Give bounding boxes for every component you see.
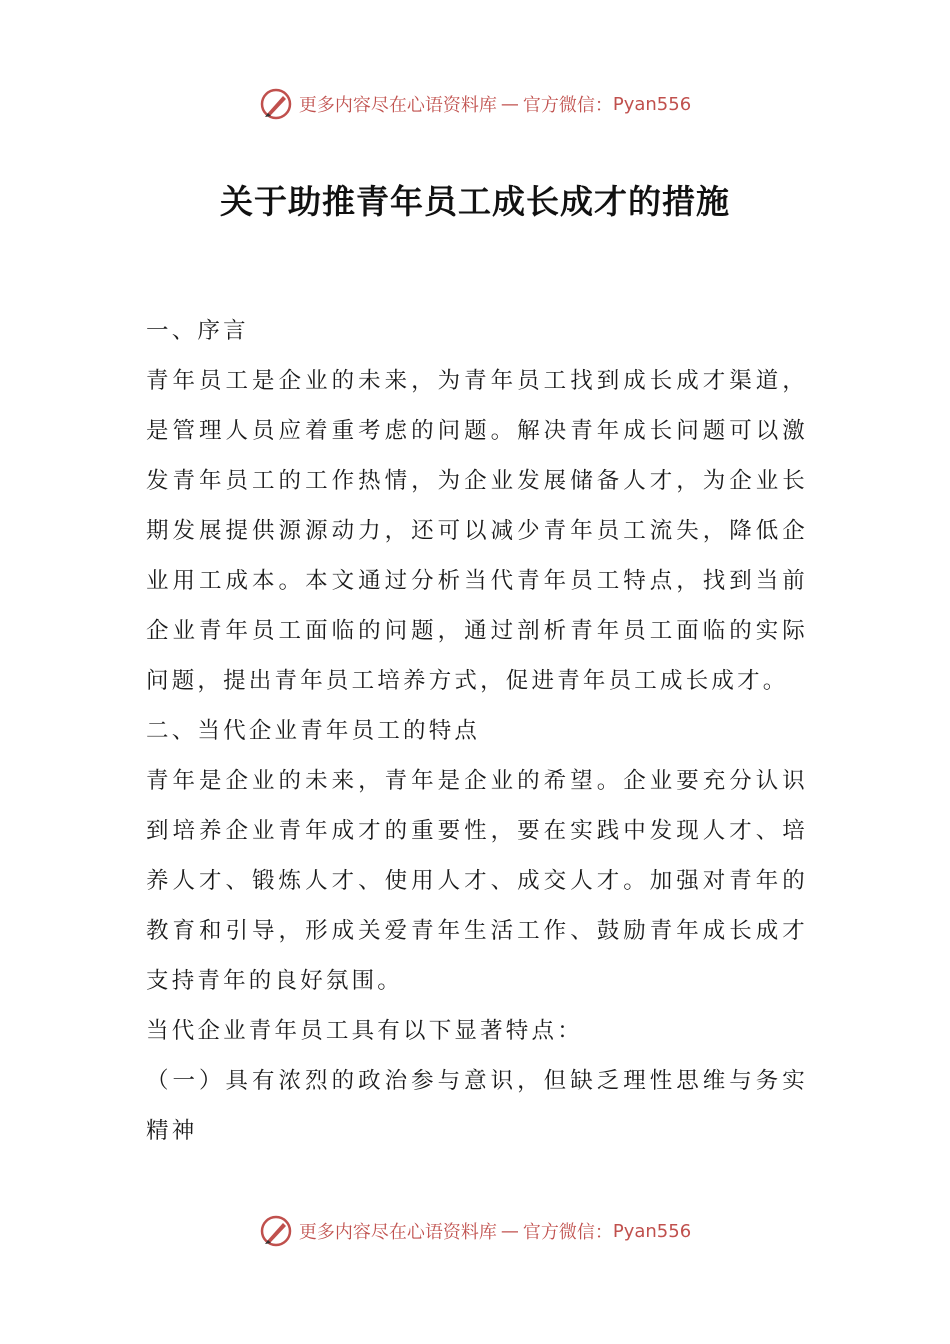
paragraph-features-intro: 当代企业青年员工具有以下显著特点： [146,1018,583,1044]
document-title: 关于助推青年员工成长成才的措施 [220,182,730,221]
section-heading-characteristics: 二、当代企业青年员工的特点 [146,718,481,744]
banner-dash: — [500,93,519,115]
document-body [146,306,808,1156]
banner-handle: Pyan556 [612,1220,692,1242]
paragraph-preface: 青年员工是企业的未来，为青年员工找到成长成才渠道，是管理人员应着重考虑的问题。解决青年成长问题可以激发青年员工的工作热情，为企业发展储备人才，为企业长期发展提供源源动力，还可以减少青年员工流失，降低企业用工成本。本文通过分析当代青年员工特点，找到当前企业青年员工面临的问题，通过剖析青年员工面临的实际问题，提出青年员工培养方式，促进青年员工成长成才。 [146,368,808,694]
pen-logo-icon [259,87,293,121]
paragraph-characteristics: 青年是企业的未来，青年是企业的希望。企业要充分认识到培养企业青年成才的重要性，要在实践中发现人才、培养人才、锻炼人才、使用人才、成交人才。加强对青年的教育和引导，形成关爱青年生活工作、鼓励青年成长成才支持青年的良好氛围。 [146,768,808,994]
banner-label: 官方微信： [522,95,613,116]
pen-logo-icon [259,1214,293,1248]
footer-banner [0,1211,950,1251]
banner-dash: — [500,1220,519,1242]
header-banner [0,84,950,124]
banner-label: 官方微信： [522,1222,613,1243]
section-heading-preface: 一、序言 [146,318,249,344]
subsection-heading-1: （一）具有浓烈的政治参与意识，但缺乏理性思维与务实精神 [146,1068,808,1144]
banner-text: 更多内容尽在心语资料库 [298,95,497,116]
banner-text: 更多内容尽在心语资料库 [298,1222,497,1243]
banner-handle: Pyan556 [612,93,692,115]
